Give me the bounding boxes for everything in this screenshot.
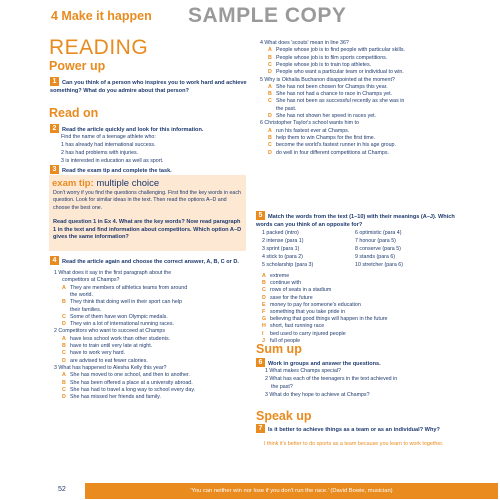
answer-option	[62, 387, 195, 394]
answer-option	[62, 350, 125, 357]
option-letter: D	[262, 294, 266, 301]
section-heading-speak-up: Speak up	[256, 409, 312, 423]
answer-option	[62, 285, 187, 292]
answer-option	[62, 394, 161, 401]
answer-option	[262, 309, 345, 316]
exercise-4-text: Read the article again and choose the correct answer, A, B, C or D.	[62, 259, 239, 265]
word-item: 7 honour (para 5)	[355, 238, 396, 244]
word-item: 9 stands (para 6)	[355, 254, 396, 260]
answer-option	[268, 150, 389, 157]
option-text: the world.	[70, 291, 93, 298]
option-text: Some of them have won Olympic medals.	[70, 313, 168, 320]
question: 6 Christopher Taylor's school wants him to	[260, 120, 359, 127]
sample-answer: I think it's better to do sports as a team because you learn to work together.	[264, 441, 444, 447]
unit-title: 4 Make it happen	[51, 9, 152, 23]
option-text: help them to win Champs for the first time.	[276, 134, 376, 141]
exercise-number: 4	[50, 256, 59, 265]
exercise-5	[256, 211, 468, 229]
exam-tip-task: Read question 1 in Ex 4. What are the key words? Now read paragraph 1 in the text and find information about competitors. Which option A–D gives the same information?	[53, 219, 242, 241]
option-text: She has had to travel a long way to school every day.	[70, 386, 196, 393]
option-text: People whose job is to find people with particular skills.	[276, 47, 405, 54]
option-text: money to pay for someone's education	[270, 301, 361, 308]
answer-option	[62, 292, 93, 299]
option-text: have to work very hard.	[70, 350, 126, 357]
answer-option	[268, 142, 396, 149]
word-item: 8 conserve (para 5)	[355, 246, 401, 252]
exercise-number: 3	[50, 165, 59, 174]
exercise-2-text: Read the article quickly and look for this information.	[62, 127, 204, 133]
exercise-3-text: Read the exam tip and complete the task.	[62, 168, 172, 174]
exam-tip-title: exam tip: multiple choice	[52, 178, 160, 189]
word-item: 4 stick to (para 2)	[262, 254, 303, 260]
option-letter: C	[62, 313, 66, 320]
answer-option	[268, 113, 376, 120]
option-text: They win a lot of international running races.	[70, 321, 174, 328]
exercise-number: 7	[256, 424, 265, 433]
answer-option	[262, 338, 300, 345]
exercise-number: 1	[50, 77, 59, 86]
exercise-6-text: Work in groups and answer the questions.	[268, 361, 381, 367]
exercise-2-sub: Find the name of a teenage athlete who:	[61, 134, 156, 140]
option-letter: C	[62, 350, 66, 357]
exercise-number: 6	[256, 358, 265, 367]
option-letter: B	[62, 343, 66, 349]
option-letter: C	[268, 142, 272, 149]
option-text: full of people	[270, 337, 301, 344]
option-letter: G	[262, 316, 267, 323]
option-text: She has not been as successful recently as she was in	[276, 98, 405, 105]
question: 4 What does 'scouts' mean in line 36?	[260, 40, 349, 46]
option-letter: A	[62, 372, 66, 379]
answer-option	[62, 372, 190, 379]
exercise-7-text: Is it better to achieve things as a team or as an individual? Why?	[268, 427, 440, 433]
exercise-1-text: Can you think of a person who inspires you to work hard and achieve something? What do you admire about that person?	[50, 80, 247, 94]
option-text: She has moved to one school, and then to another.	[70, 372, 190, 379]
option-text: People whose job is to film sports competitions.	[276, 54, 388, 61]
answer-option	[262, 295, 313, 302]
option-letter: C	[62, 386, 66, 393]
answer-option	[268, 84, 388, 91]
option-letter: I	[262, 330, 264, 337]
option-text: She has not shown her speed in races yet.	[276, 113, 377, 119]
option-text: run his fastest ever at Champs.	[276, 127, 350, 134]
quote-text: 'You can neither win nor lose if you don't run the race.' (David Bowie, musician)	[190, 488, 393, 494]
answer-option	[262, 331, 346, 338]
option-text: They are members of athletics teams from around	[70, 284, 188, 291]
answer-option	[262, 287, 331, 294]
answer-option	[62, 336, 170, 343]
option-text: They think that doing well in their sport can help	[70, 299, 182, 306]
option-letter: F	[262, 309, 266, 315]
answer-option	[268, 91, 392, 98]
page-number: 52	[58, 486, 66, 493]
exercise-6	[256, 358, 466, 369]
option-text: save for the future	[270, 294, 313, 301]
quote-banner	[85, 483, 498, 499]
option-text: rows of seats in a stadium	[270, 287, 332, 294]
page-title: READING	[49, 36, 149, 59]
answer-option	[62, 307, 101, 314]
option-letter: B	[268, 54, 272, 61]
exam-tip-body: Don't worry if you find the questions challenging. First find the key words in each question. Look for similar ideas in the text. Then read the options A–D and choose the best one.	[53, 190, 241, 211]
word-item: 6 optimistic (para 4)	[355, 230, 402, 236]
option-text: their families.	[70, 306, 102, 313]
answer-option	[268, 98, 404, 105]
answer-option	[268, 128, 349, 135]
option-letter: C	[268, 61, 272, 68]
exercise-number: 5	[256, 211, 265, 220]
exercise-2	[50, 124, 248, 135]
answer-option	[262, 316, 388, 323]
option-text: People who want a particular team or individual to win.	[276, 69, 404, 76]
answer-option	[268, 106, 296, 113]
option-letter: D	[62, 394, 66, 401]
option-text: She has not been chosen for Champs this year.	[276, 83, 388, 90]
option-text: short, fast running race	[270, 323, 325, 330]
answer-option	[62, 299, 182, 306]
answer-option	[62, 343, 152, 350]
option-text: something that you take pride in	[270, 309, 346, 315]
word-item: 3 sprint (para 1)	[262, 246, 300, 252]
option-text: the past.	[276, 105, 297, 112]
option-letter: C	[268, 98, 272, 105]
option-text: have to train until very late at night.	[70, 343, 153, 349]
option-letter: B	[62, 299, 66, 306]
option-text: She has been offered a place at a university abroad.	[70, 379, 193, 386]
answer-option	[262, 323, 324, 330]
option-letter: A	[262, 273, 266, 279]
option-letter: H	[262, 323, 266, 330]
answer-option	[262, 302, 361, 309]
word-item: 5 scholarship (para 3)	[262, 262, 314, 268]
exercise-number: 2	[50, 124, 59, 133]
answer-option	[62, 314, 168, 321]
option-letter: A	[268, 127, 272, 134]
option-letter: D	[62, 357, 66, 364]
word-item: 2 intense (para 1)	[262, 238, 304, 244]
option-letter: D	[268, 69, 272, 76]
question: 2 Competitors who want to succeed at Champs	[54, 328, 165, 335]
exercise-4	[50, 256, 248, 267]
option-letter: J	[262, 337, 265, 344]
option-letter: A	[268, 47, 272, 54]
exercise-7	[256, 424, 461, 435]
option-text: People whose job is to train top athletes.	[276, 61, 372, 68]
option-letter: D	[62, 321, 66, 328]
option-letter: B	[262, 280, 266, 287]
option-letter: A	[62, 284, 66, 291]
answer-option	[262, 273, 289, 280]
option-text: are advised to eat fewer calories.	[70, 357, 148, 364]
exercise-3	[50, 165, 248, 176]
answer-option	[262, 280, 301, 287]
option-letter: D	[268, 113, 272, 119]
section-heading-sum-up: Sum up	[256, 342, 302, 356]
option-letter: C	[262, 287, 266, 294]
question: 5 Why is Okhalia Buchanon disappointed at the moment?	[260, 76, 395, 83]
list-item: 3 What do they hope to achieve at Champs?	[265, 392, 370, 398]
list-item: 1 What makes Champs special?	[265, 368, 341, 374]
answer-option	[62, 358, 148, 365]
answer-option	[268, 135, 375, 142]
option-letter: B	[62, 379, 66, 386]
question: competitors at Champs?	[62, 277, 120, 284]
option-text: do well in four different competitions at Champs.	[276, 149, 389, 156]
section-heading-power-up: Power up	[49, 59, 106, 73]
list-item: 2 has had problems with injuries.	[61, 150, 139, 156]
list-item: 1 has already had international success.	[61, 142, 156, 148]
option-text: She has missed her friends and family.	[70, 394, 161, 401]
answer-option	[268, 47, 405, 54]
option-text: continue with	[270, 280, 301, 287]
option-letter: E	[262, 301, 266, 308]
option-letter: A	[268, 83, 272, 90]
question: 3 What has happened to Alesha Kelly this year?	[54, 364, 167, 371]
list-item: 3 is interested in education as well as sport.	[61, 158, 164, 164]
exercise-5-text: Match the words from the text (1–10) with their meanings (A–J). Which words can you think of an opposite for?	[256, 214, 455, 228]
option-text: become the world's fastest runner in his age group.	[276, 142, 396, 149]
answer-option	[62, 321, 174, 328]
option-text: believing that good things will happen in the future	[270, 316, 388, 323]
option-text: bed used to carry injured people	[270, 330, 346, 337]
answer-option	[268, 62, 371, 69]
answer-option	[62, 380, 193, 387]
option-letter: B	[268, 134, 272, 141]
exercise-1	[50, 77, 248, 95]
watermark: SAMPLE COPY	[188, 4, 347, 27]
section-heading-read-on: Read on	[49, 106, 99, 120]
answer-option	[268, 69, 404, 76]
option-letter: A	[62, 335, 66, 342]
option-letter: B	[268, 91, 272, 98]
word-item: 1 packed (intro)	[262, 230, 299, 236]
list-item: 2 What has each of the teenagers in the text achieved in	[265, 376, 398, 382]
option-text: She has not had a chance to race in Champs yet.	[276, 91, 393, 98]
answer-option	[268, 55, 387, 62]
list-item: the past?	[271, 384, 293, 390]
option-text: have less school work than other students.	[70, 335, 171, 342]
word-item: 10 stretcher (para 6)	[355, 262, 403, 268]
option-text: extreme	[270, 273, 290, 279]
option-letter: D	[268, 149, 272, 156]
question: 1 What does it say in the first paragraph about the	[54, 270, 172, 276]
